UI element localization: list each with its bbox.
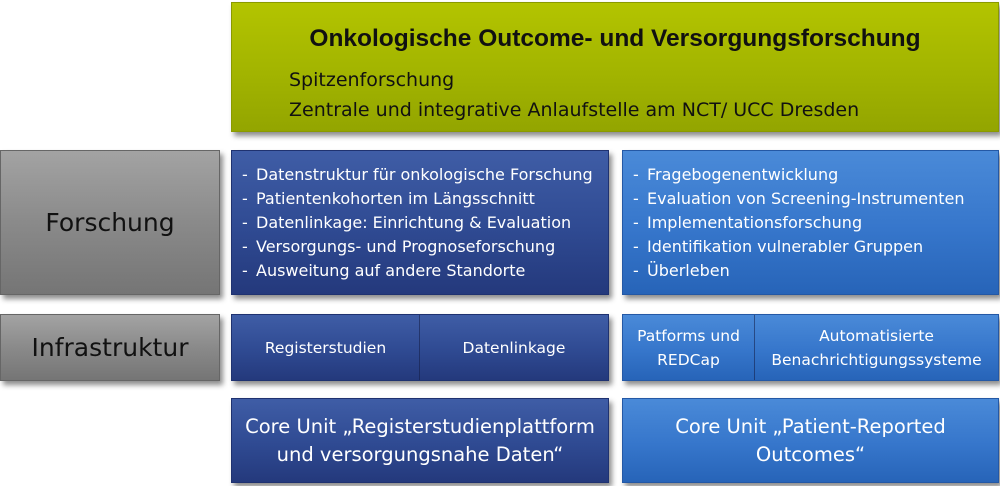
header-line-1: Spitzenforschung (289, 69, 455, 91)
forschung-left-box (231, 150, 609, 295)
core-unit-left (231, 398, 609, 483)
forschung-left-list (242, 163, 593, 283)
header-line-2: Zentrale und integrative Anlaufstelle am NCT/ UCC Dresden (289, 99, 860, 121)
list-item: - Patientenkohorten im Längsschnitt (242, 189, 535, 208)
list-item: - Datenlinkage: Einrichtung & Evaluation (242, 213, 572, 232)
list-item: - Versorgungs- und Prognoseforschung (242, 237, 556, 256)
infra-right-box (622, 314, 999, 381)
list-item: - Fragebogenentwicklung (633, 165, 839, 184)
list-item: - Implementationsforschung (633, 213, 863, 232)
list-item: - Überleben (633, 261, 730, 280)
infra-cell-datenlinkage: Datenlinkage (419, 315, 608, 380)
list-item: - Identifikation vulnerabler Gruppen (633, 237, 924, 256)
forschung-right-box (622, 150, 999, 295)
row-label-forschung-text: Forschung (45, 208, 175, 237)
row-label-infrastruktur (0, 314, 220, 381)
list-item: - Ausweitung auf andere Standorte (242, 261, 526, 280)
core-unit-left-text: Core Unit „Registerstudienplattform und versorgungsnahe Daten“ (245, 414, 595, 466)
header-title: Onkologische Outcome- und Versorgungsforschung (309, 25, 921, 52)
row-label-forschung (0, 150, 220, 295)
forschung-right-list (633, 163, 965, 283)
infra-cell-registerstudien: Registerstudien (264, 338, 387, 357)
infra-cell-benachrichtigung: Automatisierte Benachrichtigungssysteme (754, 315, 998, 380)
core-unit-right (622, 398, 999, 483)
header-banner (231, 2, 999, 132)
core-unit-right-text: Core Unit „Patient-Reported Outcomes“ (675, 414, 946, 466)
list-item: - Datenstruktur für onkologische Forschung (242, 165, 593, 184)
list-item: - Evaluation von Screening-Instrumenten (633, 189, 965, 208)
row-label-infrastruktur-text: Infrastruktur (31, 333, 189, 362)
infra-left-box (231, 314, 609, 381)
infra-cell-platforms: Patforms und REDCap (637, 326, 740, 369)
